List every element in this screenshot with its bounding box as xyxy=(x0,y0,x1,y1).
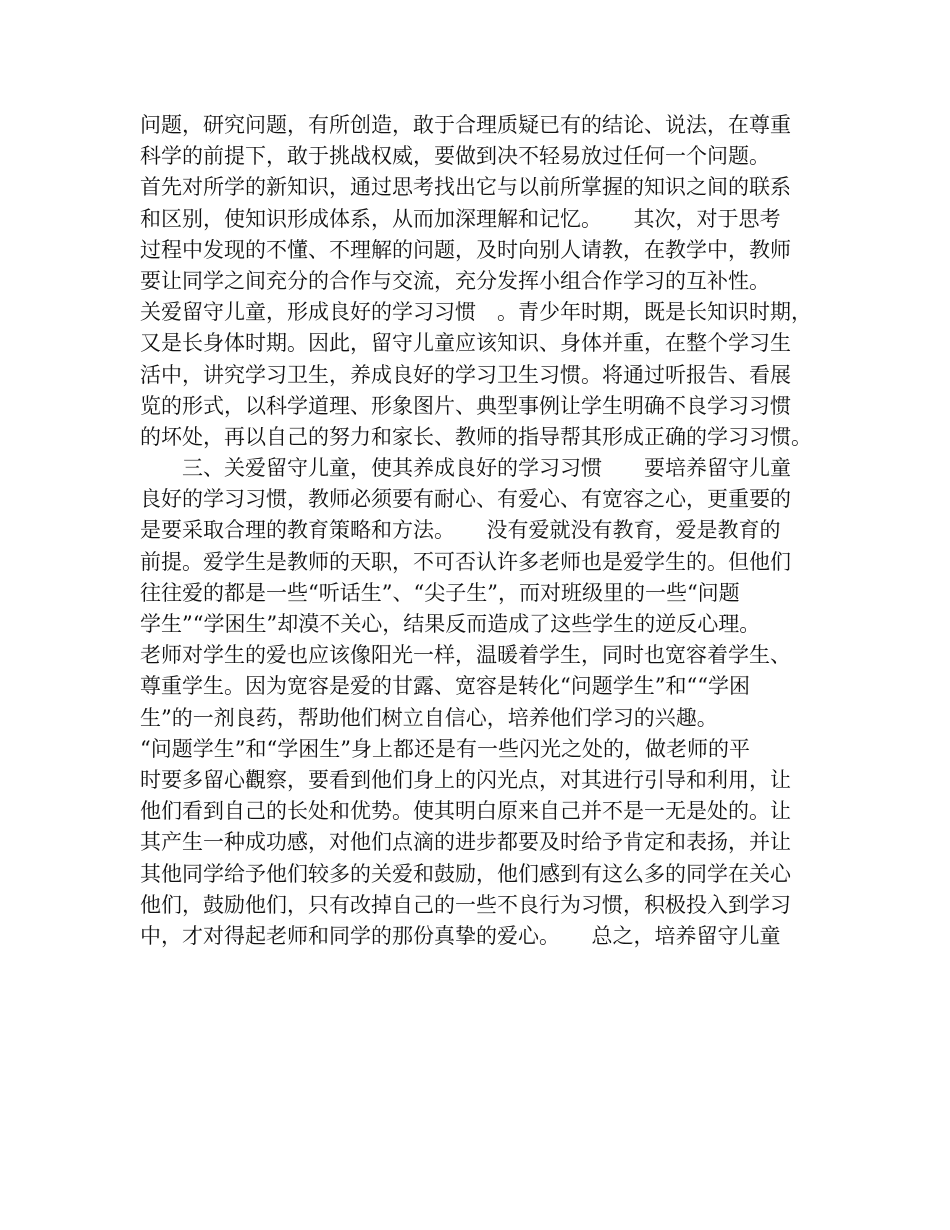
body-text xyxy=(140,110,820,952)
text-line: 前提。爱学生是教师的天职，不可否认许多老师也是爱学生的。但他们 xyxy=(140,549,791,574)
text-line: 良好的学习习惯，教师必须要有耐心、有爱心、有宽容之心，更重要的 xyxy=(140,487,791,512)
text-line: 尊重学生。因为宽容是爱的甘露、宽容是转化“问题学生”和““学困 xyxy=(140,674,750,699)
text-line: 和区别，使知识形成体系，从而加深理解和记忆。 其次，对于思考 xyxy=(140,206,781,231)
text-line: 又是长身体时期。因此，留守儿童应该知识、身体并重，在整个学习生 xyxy=(140,331,791,356)
text-line: 他们，鼓励他们，只有改掉自己的一些不良行为习惯，积极投入到学习 xyxy=(140,892,791,917)
text-line: 学生”“学困生”却漠不关心，结果反而造成了这些学生的逆反心理。 xyxy=(140,612,761,636)
text-line: 活中，讲究学习卫生，养成良好的学习卫生习惯。将通过听报告、看展 xyxy=(140,362,791,387)
text-line: 三、关爱留守儿童，使其养成良好的学习习惯 要培养留守儿童 xyxy=(140,456,791,481)
text-line: 是要采取合理的教育策略和方法。 没有爱就没有教育，爱是教育的 xyxy=(140,518,781,543)
text-line: 科学的前提下，敢于挑战权威，要做到决不轻易放过任何一个问题。 xyxy=(140,144,770,169)
text-line: 往往爱的都是一些“听话生”、“尖子生”，而对班级里的一些“问题 xyxy=(140,580,740,605)
text-line: 的坏处，再以自己的努力和家长、教师的指导帮其形成正确的学习习惯。 xyxy=(140,424,812,449)
text-line: 要让同学之间充分的合作与交流，充分发挥小组合作学习的互补性。 xyxy=(140,268,770,293)
text-line: 老师对学生的爱也应该像阳光一样，温暖着学生，同时也宽容着学生、 xyxy=(140,643,791,668)
text-line: 过程中发现的不懂、不理解的问题，及时向别人请教，在教学中，教师 xyxy=(140,237,791,262)
text-line: 他们看到自己的长处和优势。使其明白原来自己并不是一无是处的。让 xyxy=(140,799,791,824)
text-line: 关爱留守儿童，形成良好的学习习惯 。青少年时期，既是长知识时期， xyxy=(140,300,812,325)
text-line: 时要多留心觀察，要看到他们身上的闪光点，对其进行引导和利用，让 xyxy=(140,767,791,792)
text-line: “问题学生”和“学困生”身上都还是有一些闪光之处的，做老师的平 xyxy=(140,736,750,761)
text-line: 问题，研究问题，有所创造，敢于合理质疑已有的结论、说法，在尊重 xyxy=(140,113,791,137)
text-line: 其产生一种成功感，对他们点滴的进步都要及时给予肯定和表扬，并让 xyxy=(140,830,791,855)
text-line: 其他同学给予他们较多的关爱和鼓励，他们感到有这么多的同学在关心 xyxy=(140,861,791,886)
text-line: 中，才对得起老师和同学的那份真挚的爱心。 总之，培养留守儿童 xyxy=(140,923,781,948)
text-line: 览的形式，以科学道理、形象图片、典型事例让学生明确不良学习习惯 xyxy=(140,393,791,418)
text-line: 首先对所学的新知识，通过思考找出它与以前所掌握的知识之间的联系 xyxy=(140,175,791,200)
text-line: 生”的一剂良药，帮助他们树立自信心，培养他们学习的兴趣。 xyxy=(140,705,718,730)
